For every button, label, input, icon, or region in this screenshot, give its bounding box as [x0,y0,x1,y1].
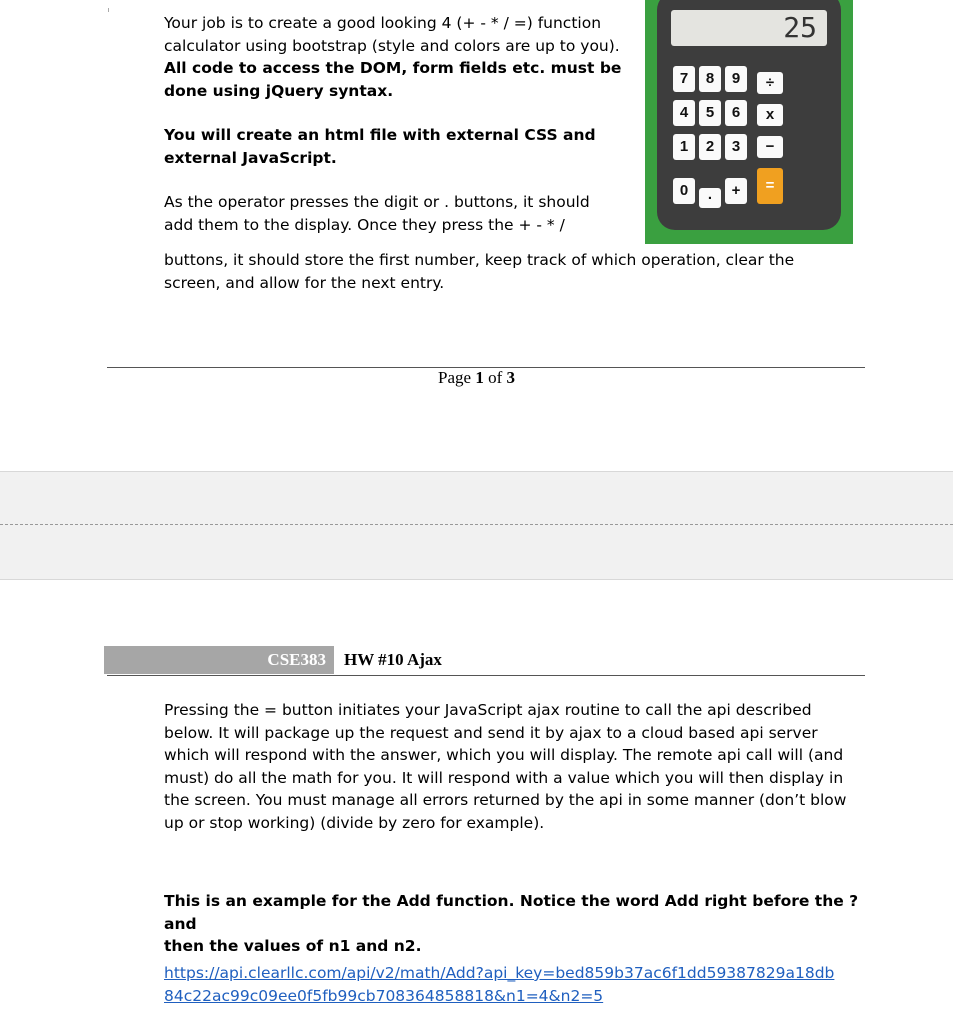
key-5: 5 [699,100,721,126]
key-6: 6 [725,100,747,126]
key-plus: + [725,178,747,204]
para-line-1: As the operator presses the digit or . buttons, it should [164,193,590,211]
bold-line-4: external JavaScript. [164,148,337,167]
body-line: the screen. You must manage all errors returned by the api in some manner (don’t blow [164,791,847,809]
key-decimal: . [699,188,721,208]
example-line-1: This is an example for the Add function. Notice the word Add right before the ? and [164,892,859,933]
key-0: 0 [673,178,695,204]
key-2: 2 [699,134,721,160]
body-line: Pressing the = button initiates your JavaScript ajax routine to call the api described [164,701,812,719]
page-word: Page [438,368,472,387]
of-word: of [488,368,503,387]
intro-line-2: calculator using bootstrap (style and colors are up to you). [164,36,620,55]
total-pages: 3 [506,368,515,387]
calculator-display: 25 [671,10,827,46]
course-label: CSE383 [104,646,334,674]
key-8: 8 [699,66,721,92]
api-link[interactable] [164,962,884,1007]
key-minus: − [757,136,783,158]
current-page: 1 [475,368,484,387]
page-break-line [0,524,953,525]
key-divide: ÷ [757,72,783,94]
body-line: which will respond with the answer, which you will display. The remote api call will (and [164,746,844,764]
api-link-line-1[interactable]: https://api.clearllc.com/api/v2/math/Add?api_key=bed859b37ac6f1dd59387829a18db [164,964,835,982]
example-section [164,890,884,958]
bold-line-1: All code to access the DOM, form fields etc. must be [164,59,622,77]
para-line-4: screen, and allow for the next entry. [164,273,445,292]
para-line-2: add them to the display. Once they press the + - * / [164,215,565,234]
body-line: must) do all the math for you. It will respond with a value which you will then display in [164,768,844,787]
key-multiply: x [757,104,783,126]
assignment-title: HW #10 Ajax [344,650,442,669]
key-9: 9 [725,66,747,92]
key-equals: = [757,168,783,204]
para-line-3: buttons, it should store the first number, keep track of which operation, clear the [164,251,795,269]
page1-body-wide [164,249,864,294]
calculator-image [645,0,853,244]
api-link-line-2[interactable]: 84c22ac99c09ee0f5fb99cb708364858818&n1=4&n2=5 [164,986,604,1005]
key-7: 7 [673,66,695,92]
body-line: below. It will package up the request and send it by ajax to a cloud based api server [164,723,818,742]
ruler-tick [108,8,109,12]
bold-line-3: You will create an html file with external CSS and [164,126,596,144]
page-number [0,368,953,388]
body-line: up or stop working) (divide by zero for example). [164,813,545,832]
key-4: 4 [673,100,695,126]
page1-body [164,12,624,236]
bold-line-2: done using jQuery syntax. [164,81,394,100]
page-separator [0,471,953,580]
key-1: 1 [673,134,695,160]
intro-line-1: Your job is to create a good looking 4 (+ - * / =) function [164,14,602,32]
page2-body [164,699,884,834]
example-line-2: then the values of n1 and n2. [164,937,422,955]
key-3: 3 [725,134,747,160]
header-rule [107,675,865,676]
calculator-body [657,0,841,230]
